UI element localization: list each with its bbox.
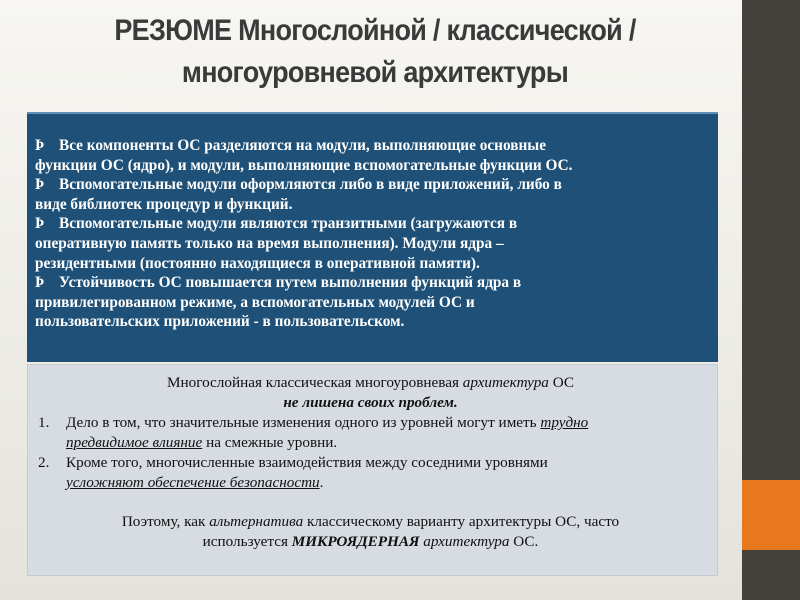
summary-conclusion — [38, 512, 703, 552]
item-emphasis: усложняют обеспечение безопасности — [66, 474, 320, 491]
bullet-item — [35, 273, 708, 332]
title-line-1: РЕЗЮМЕ Многослойной / классической / — [114, 14, 636, 47]
item-text-part: . — [319, 474, 324, 491]
conclusion-text: Поэтому, как — [121, 513, 210, 530]
item-text — [66, 413, 588, 453]
bullet-text: Вспомогательные модули являются транзитными (загружаются в — [59, 215, 518, 233]
summary-intro — [38, 373, 703, 393]
bullet-text: оперативную память только на время выполнения). Модули ядра – — [35, 234, 504, 252]
spacer — [38, 493, 703, 512]
bullet-text: Устойчивость ОС повышается путем выполнения функций ядра в — [59, 274, 522, 292]
bullet-text: привилегированном режиме, а вспомогательных модулей ОС и — [35, 293, 475, 311]
conclusion-text: ОС. — [509, 533, 539, 550]
conclusion-italic: альтернатива — [209, 513, 304, 530]
numbered-item — [38, 413, 703, 453]
conclusion-text: используется — [202, 533, 292, 550]
bullet-text: функции ОС (ядро), и модули, выполняющие вспомогательные функции ОС. — [35, 156, 573, 174]
bullet-marker: Þ — [35, 274, 45, 292]
item-text-part: на смежные уровни. — [202, 434, 338, 451]
item-emphasis: трудно — [540, 414, 589, 431]
slide-title — [65, 10, 686, 94]
conclusion-italic: архитектура — [423, 533, 510, 550]
item-number: 1. — [38, 414, 50, 431]
microkernel-emphasis: МИКРОЯДЕРНАЯ — [291, 533, 420, 550]
intro-italic: архитектура — [462, 374, 549, 391]
intro-text: ОС — [548, 374, 574, 391]
intro-text: Многослойная классическая многоуровневая — [167, 374, 463, 391]
item-text-part: Кроме того, многочисленные взаимодействия между соседними уровнями — [66, 454, 548, 471]
conclusion-text: классическому варианту архитектуры ОС, часто — [303, 513, 620, 530]
item-emphasis: предвидимое влияние — [66, 434, 203, 451]
summary-box — [27, 364, 718, 576]
bullet-item — [35, 175, 708, 214]
item-text — [66, 453, 548, 493]
bullet-text: пользовательских приложений - в пользовательском. — [35, 313, 405, 331]
summary-problems — [38, 393, 703, 413]
item-number: 2. — [38, 454, 50, 471]
title-line-2: многоуровневой архитектуры — [181, 56, 569, 89]
bullet-text: Все компоненты ОС разделяются на модули, выполняющие основные — [59, 137, 547, 154]
key-points-box — [27, 112, 718, 362]
bullet-item — [35, 136, 708, 175]
bullet-marker: Þ — [35, 137, 45, 154]
problems-text: не лишена своих проблем. — [283, 394, 458, 411]
bullet-text: виде библиотек процедур и функций. — [35, 195, 293, 213]
bullet-marker: Þ — [35, 176, 45, 194]
side-bar-accent — [742, 480, 800, 550]
item-text-part: Дело в том, что значительные изменения одного из уровней могут иметь — [66, 414, 541, 431]
bullet-text: Вспомогательные модули оформляются либо в виде приложений, либо в — [59, 176, 562, 194]
bullet-text: резидентными (постоянно находящиеся в оперативной памяти). — [35, 254, 480, 272]
numbered-item — [38, 453, 703, 493]
bullet-marker: Þ — [35, 215, 45, 233]
bullet-item — [35, 214, 708, 273]
